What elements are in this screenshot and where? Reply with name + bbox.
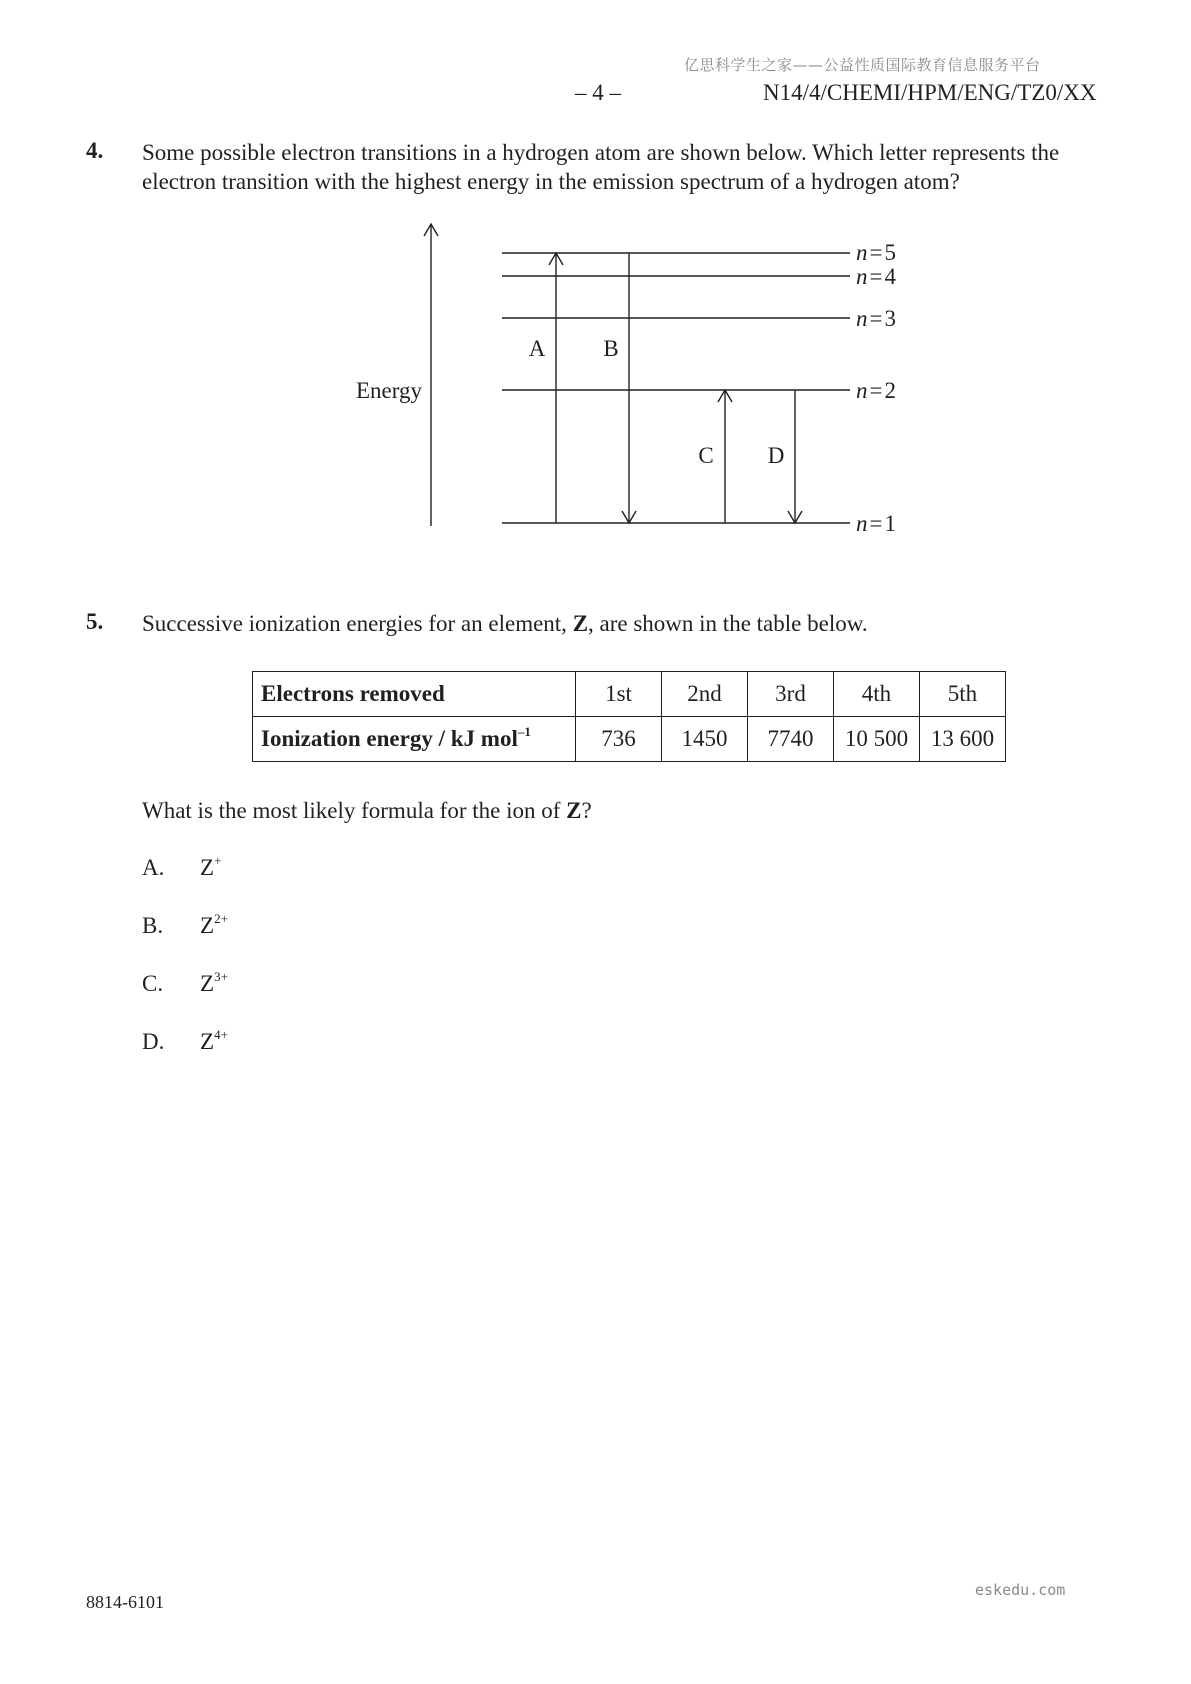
footer-code: 8814-6101 [86,1592,164,1612]
option-d-formula: $Z^{4+}$ [200,1027,228,1054]
option-a-formula: Z+ [200,853,222,880]
table-cell: 3rd [748,672,834,717]
transition-c-label: C [698,443,714,468]
question-5-text: Successive ionization energies for an element, Z, are shown in the table below. [142,611,868,636]
table-cell: 2nd [662,672,748,717]
watermark-header: 亿思科学生之家——公益性质国际教育信息服务平台 [684,56,1041,74]
table-cell: 1st [576,672,662,717]
option-b-formula: $Z^{2+}$ [200,911,228,938]
table-cell: 7740 [748,717,834,762]
transition-b-label: B [603,336,619,361]
table-cell: 1450 [662,717,748,762]
paper-code: N14/4/CHEMI/HPM/ENG/TZ0/XX [763,80,1097,105]
option-c-formula: $Z^{3+}$ [200,969,228,996]
level-label-n5: n=5 [856,240,896,265]
option-b-letter: B. [142,913,164,938]
option-c-letter: C. [142,971,164,996]
ionization-energy-table [252,671,1006,762]
table-cell: 4th [834,672,920,717]
table-cell: 10 500 [834,717,920,762]
page-number: – 4 – [575,80,621,105]
table-cell: 5th [920,672,1006,717]
table-cell: 736 [576,717,662,762]
question-4-text: Some possible electron transitions in a hydrogen atom are shown below. Which letter represents the electron transition with the highest energy in the emission spectrum of a hydrogen atom? [142,140,1060,194]
level-label-n1: n=1 [856,511,896,536]
level-label-n2: n=2 [856,378,896,403]
question-5-prompt: What is the most likely formula for the ion of Z? [142,798,592,823]
energy-level-diagram [340,210,920,540]
table-cell: 13 600 [920,717,1006,762]
transition-a-label: A [528,336,546,361]
question-4-number: 4. [86,138,104,163]
option-a-letter: A. [142,855,165,880]
table-row-header: Electrons removed [253,672,576,717]
footer-site: eskedu.com [975,1581,1066,1599]
transition-d-label: D [767,443,785,468]
question-5-number: 5. [86,609,104,634]
table-row-header: Ionization energy / kJ mol$^{-1}$ [253,717,576,762]
option-d-letter: D. [142,1029,165,1054]
energy-axis-label: Energy [355,378,422,403]
level-label-n4: n=4 [856,264,896,289]
level-label-n3: n=3 [856,306,896,331]
table-row [253,672,1006,717]
table-row [253,717,1006,762]
element-symbol: Z [572,611,589,636]
